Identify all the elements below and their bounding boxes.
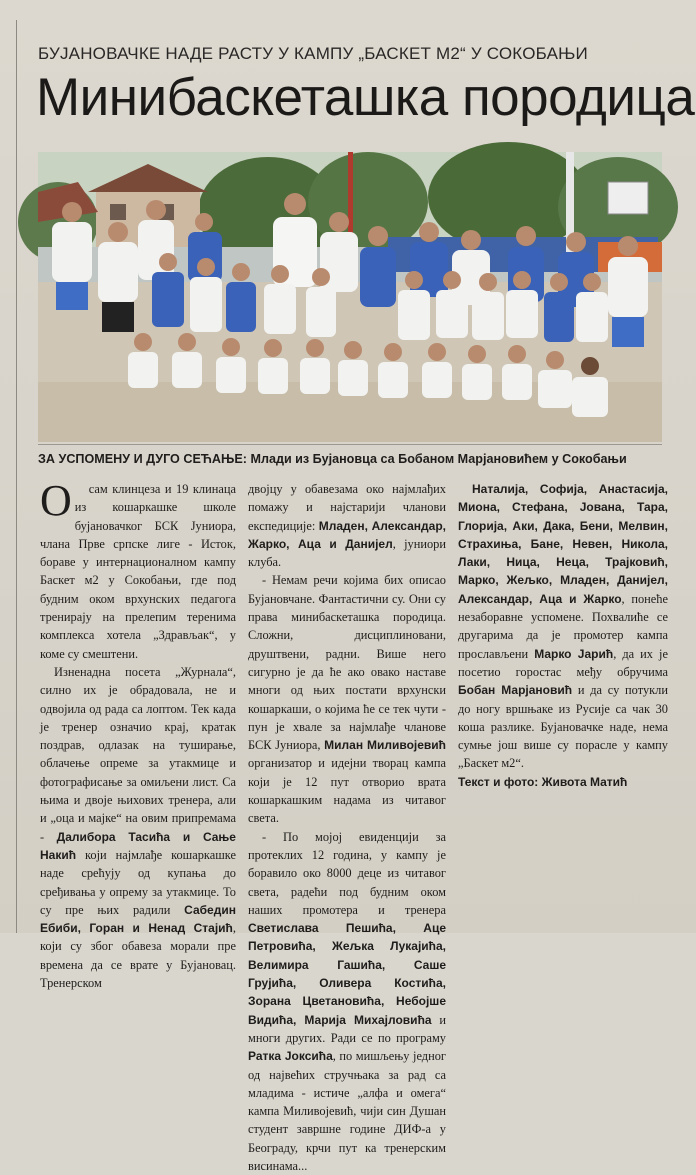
person-names: Младен, Александар, Жарко, Аца и Данијел: [248, 518, 446, 551]
article-headline: Минибаскеташка породица: [36, 68, 695, 127]
article-column-1: [40, 476, 236, 991]
person-names: Милан Миливојевић: [324, 738, 446, 753]
article-column-2: [248, 480, 446, 1173]
person-names: Марко Јарић: [534, 646, 614, 661]
caption-kicker: ЗА УСПОМЕНУ И ДУГО СЕЋАЊЕ:: [38, 452, 247, 466]
paragraph: - По мојој евиденцији за протеклих 12 година, у кампу је боравило око 8000 деце из читавог света, радећи под будним оком наших промотера и тренера: [248, 829, 446, 917]
caption-rule: [38, 444, 662, 445]
person-names: Ратка Јоксића: [248, 1049, 333, 1064]
column-rule: [16, 20, 17, 933]
article-signature: Текст и фото: Живота Матић: [458, 774, 628, 789]
paragraph: , да их је посетио горостас међу обручима: [458, 646, 668, 679]
person-names: Наталија, Софија, Анастасија, Миона, Стефана, Јована, Тара, Глорија, Аки, Дака, Бени, Мелвин, Страхиња, Бане, Невен, Никола, Лаки, Ница, Неца, Трајковић, Марко, Жељко, Младен, Данијел, Александар, Аца и Жарко: [458, 482, 668, 606]
person-names: Светислава Пешића, Аце Петровића, Жељка Лукајића, Велимира Гашића, Саше Грујића, Оливера Костића, Зорана Цветановића, Небојше Видића, Марија Михајловића: [248, 921, 446, 1027]
paragraph: сам клинцеза и 19 клинаца из кошаркашке школе бујановачког БСК Јуниора, члана Прве српске лиге - Исток, бораве у интернационалном кампу Баскет м2 у Сокобањи, где под будним оком врхунских педагога тренирају на прелепим теренима комплекса хотела „Здрављак“, у коме су смештени.: [40, 482, 236, 661]
person-names: Далибора Тасића и Сање Накић: [40, 829, 236, 862]
team-photo-illustration: [38, 152, 662, 442]
person-names: Бобан Марјановић: [458, 683, 573, 698]
paragraph: - Немам речи којима бих описао Бујановчане. Фантастични су. Они су права минибаскеташка породица. Сложни, дисциплиновани, друштвени, радни. Више него сигурно је да ће ако овако наставе многи од њих постати врхунски кошаркаши, о којима ће се тек чути - пун је хвале за најмлађе чланове БСК Јуниора,: [248, 573, 446, 753]
paragraph: и да су потукли до ногу вршњаке из Русије са чак 30 коша разлике. Бујановачке наде, нема сумње још више су порасле у кампу „Баскет м2“.: [458, 683, 668, 771]
drop-cap: О: [40, 476, 72, 525]
paragraph: Изненадна посета „Журнала“, силно их је обрадовала, не и одвојила од рада са лоптом. Тек када је тренер означио крај, кратак поздрав, одлазак на туширање, облачење опреме за утакмице и фотографисање за омиљени лист. Са њима и двоје њихових тренера, али и „оца и мајке“ на овим припремама -: [40, 664, 236, 844]
paragraph: двојцу у обавезама око најмлађих помажу и најстарији чланови експедиције:: [248, 482, 446, 533]
paragraph: , јуниори клуба.: [248, 536, 446, 570]
article-overline: БУЈАНОВАЧКЕ НАДЕ РАСТУ У КАМПУ „БАСКЕТ М2“ У СОКОБАЊИ: [38, 44, 588, 63]
paragraph: који најмлађе кошаркашке наде срећују од купања до сређивања у опрему за утакмице. То су пре њих радили: [40, 847, 236, 917]
article-column-3: [458, 480, 668, 933]
paragraph: , који су због обавеза морали пре времена да се врате у Бујановац. Тренерском: [40, 921, 236, 991]
paragraph: организатор и идејни творац кампа који је 12 пут отворио врата кошаркашким надама из читавог света.: [248, 756, 446, 826]
paragraph: , по мишљењу једног од највећих стручњака за рад са младима - истиче „алфа и омега“ кампа Миливојевић, чији син Душан студент завршне године ДИФ-а у Београду, крчи пут ка тренерским висинама...: [248, 1049, 446, 1173]
paragraph: и многи других. Ради се по програму: [248, 1012, 446, 1045]
paragraph: , понеће незаборавне успомене. Похвалиће се другарима да је промотер кампа прослављени: [458, 591, 668, 661]
team-photo: [38, 152, 662, 442]
person-names: Сабедин Ебиби, Горан и Ненад Стајић: [40, 902, 236, 936]
caption-text: Млади из Бујановца са Бобаном Марјановићем у Сокобањи: [246, 452, 627, 466]
photo-caption: [38, 452, 678, 466]
